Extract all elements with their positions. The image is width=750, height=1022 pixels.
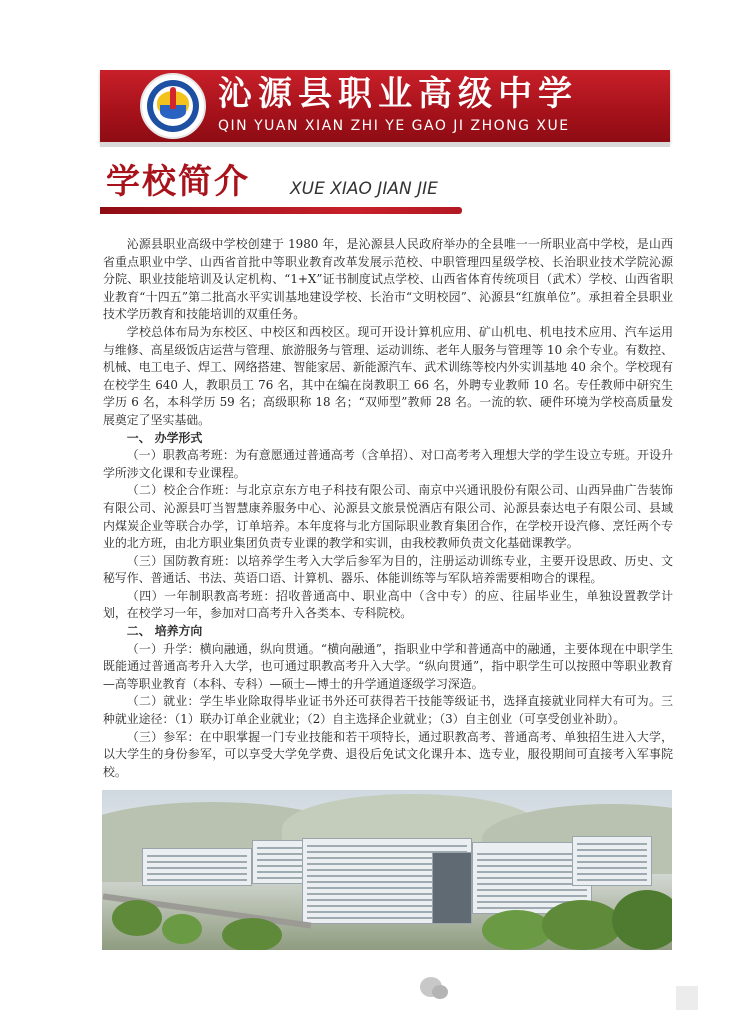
intro-text — [103, 236, 673, 781]
title-underline — [100, 207, 462, 214]
school-emblem-icon — [140, 73, 206, 139]
school-name: 沁源县职业高级中学 — [218, 74, 578, 114]
paragraph: （三）参军：在中职掌握一门专业技能和若干项特长，通过职教高考、普通高考、单独招生进入大学，以大学生的身份参军，可以享受大学免学费、退役后免试文化课升本、选专业，服役期间可直接考入军事院校。 — [103, 729, 673, 779]
paragraph: 学校总体布局为东校区、中校区和西校区。现可开设计算机应用、矿山机电、机电技术应用、汽车运用与维修、高星级饭店运营与管理、旅游服务与管理、运动训练、老年人服务与管理等 10 余个专业。有数控、机械、电工电子、焊工、网络搭建、智能家居、新能源汽车、武术训练等校内外实训基地 40 余个。学校现有在校学生 640 人，教职员工 76 名，其中在编在岗教职工 66 名，外聘专业教师 10 名。专任教师中研究生学历 6 名，本科学历 59 名；高级职称 18 名；“双师型”教师 28 名。一流的软、硬件环境为学校高质量发展奠定了坚实基础。 — [103, 324, 673, 427]
section-title: 学校简介 — [106, 162, 250, 202]
section-title-pinyin: XUE XIAO JIAN JIE — [290, 179, 438, 199]
paragraph: 沁源县职业高级中学校创建于 1980 年，是沁源县人民政府举办的全县唯一一所职业高中学校，是山西省重点职业中学、山西省首批中等职业教育改革发展示范校、中职管理四星级学校、长治职业技术学院沁源分院、职业技能培训及认定机构、“1+X”证书制度试点学校、山西省体育传统项目（武术）学校、山西省职业教育“十四五”第二批高水平实训基地建设学校、长治市“文明校园”、沁源县“红旗单位”。承担着全县职业技术学历教育和技能培训的双重任务。 — [103, 237, 673, 322]
school-name-pinyin: QIN YUAN XIAN ZHI YE GAO JI ZHONG XUE — [218, 118, 570, 134]
paragraph: （三）国防教育班：以培养学生考入大学后参军为目的，注册运动训练专业，主要开设思政、历史、文秘写作、普通话、书法、英语口语、计算机、器乐、体能训练等与军队培养需要相吻合的课程。 — [103, 553, 673, 586]
paragraph: （一）职教高考班：为有意愿通过普通高考（含单招）、对口高考考入理想大学的学生设立专班。开设升学所涉文化课和专业课程。 — [103, 448, 673, 480]
paragraph: （四）一年制职教高考班：招收普通高中、职业高中（含中专）的应、往届毕业生，单独设置教学计划，在校学习一年，参加对口高考升入各类本、专科院校。 — [103, 588, 673, 621]
paragraph: （二）就业：学生毕业除取得毕业证书外还可获得若干技能等级证书，选择直接就业同样大有可为。三种就业途径：（1）联办订单企业就业；（2）自主选择企业就业；（3）自主创业（可享受创业补助）。 — [103, 694, 673, 727]
wechat-watermark-icon — [420, 977, 442, 997]
paragraph: （二）校企合作班：与北京京东方电子科技有限公司、南京中兴通讯股份有限公司、山西异曲广告装饰有限公司、沁源县叮当智慧康养服务中心、沁源县文旅景悦酒店有限公司、沁源县泰达电子有限公司、县域内煤炭企业等联合办学，订单培养。本年度将与北方国际职业教育集团合作，在学校开设汽修、烹饪两个专业的北方班，由北方职业集团负责专业课的教学和实训，由我校教师负责文化基础课教学。 — [103, 483, 673, 551]
heading-training-directions: 二、 培养方向 — [126, 624, 203, 639]
heading-operation-forms: 一、 办学形式 — [126, 430, 203, 445]
paragraph: （一）升学：横向融通，纵向贯通。“横向融通”，指职业中学和普通高中的融通，主要体现在中职学生既能通过普通高考升入大学，也可通过职教高考升入大学。“纵向贯通”，指中职学生可以按照中等职业教育—高等职业教育（本科、专科）—硕士—博士的升学通道逐级学习深造。 — [103, 641, 673, 691]
campus-aerial-photo — [102, 790, 672, 950]
banner-edge — [100, 142, 670, 147]
corner-mark — [676, 986, 698, 1010]
